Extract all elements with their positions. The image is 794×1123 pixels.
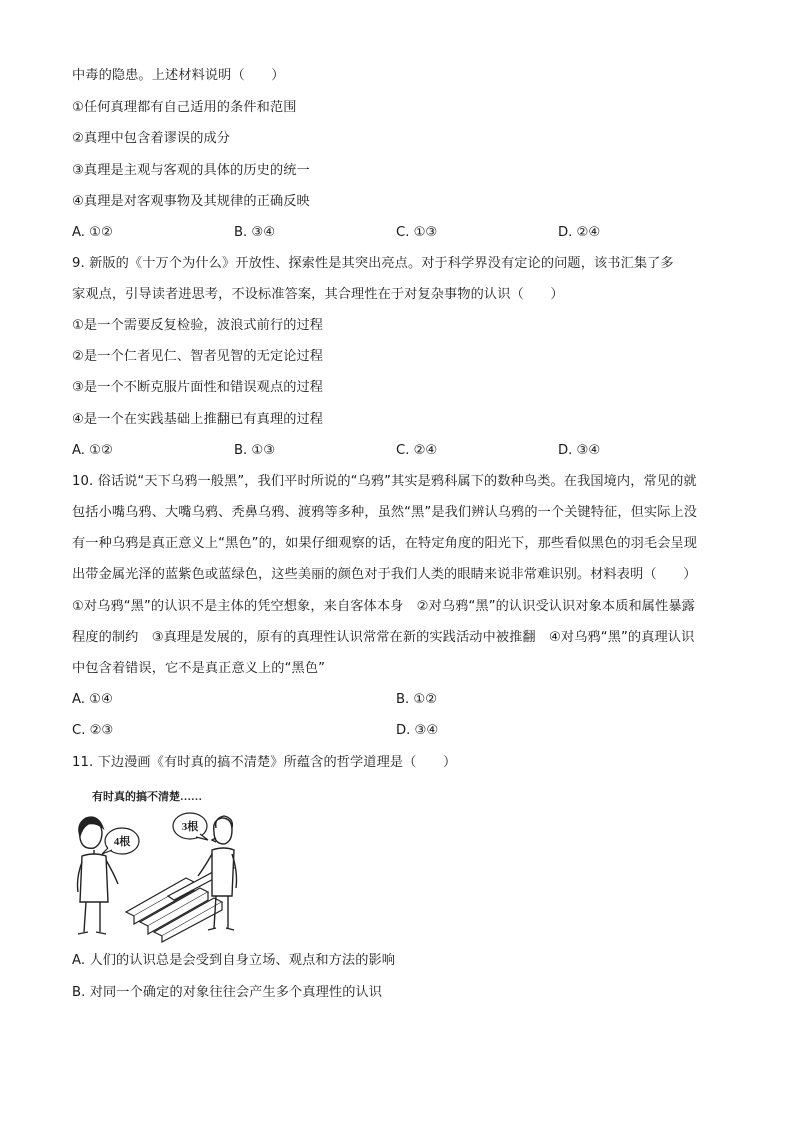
q11-cartoon	[66, 784, 326, 944]
q8-stem-tail: 中毒的隐患。上述材料说明（ ）	[72, 68, 285, 83]
q8-option-b: B. ③④	[234, 225, 276, 240]
q10-option-a: A. ①④	[72, 692, 113, 707]
q10-option-d: D. ③④	[396, 723, 439, 738]
q11-option-a: A. 人们的认识总是会受到自身立场、观点和方法的影响	[72, 953, 396, 968]
q10-stem-line-6: 程度的制约 ③真理是发展的，原有的真理性认识常常在新的实践活动中被推翻 ④对乌鸦“黑”的真理认识	[72, 630, 695, 645]
cartoon-caption: 有时真的搞不清楚……	[92, 791, 202, 803]
q11-stem: 11. 下边漫画《有时真的搞不清楚》所蕴含的哲学道理是（ ）	[72, 755, 457, 770]
q10-stem-line-4: 出带金属光泽的蓝紫色或蓝绿色，这些美丽的颜色对于我们人类的眼睛来说非常难识别。材料表明（ ）	[72, 567, 697, 582]
q9-stem-line-1: 9. 新版的《十万个为什么》开放性、探索性是其突出亮点。对于科学界没有定论的问题，该书汇集了多	[72, 256, 674, 271]
q8-statement-4: ④真理是对客观事物及其规律的正确反映	[72, 194, 310, 209]
q9-stem-line-2: 家观点，引导读者进思考，不设标准答案，其合理性在于对复杂事物的认识（ ）	[72, 287, 564, 302]
q10-stem-line-2: 包括小嘴乌鸦、大嘴乌鸦、秃鼻乌鸦、渡鸦等多种，虽然“黑”是我们辨认乌鸦的一个关键特征，但实际上没	[72, 505, 698, 520]
q9-statement-1: ①是一个需要反复检验，波浪式前行的过程	[72, 318, 324, 333]
q8-statement-3: ③真理是主观与客观的具体的历史的统一	[72, 163, 310, 178]
right-speech-bubble	[173, 813, 208, 840]
q8-option-c: C. ①③	[396, 225, 438, 240]
q10-option-c: C. ②③	[72, 723, 114, 738]
q10-option-b: B. ①②	[396, 692, 438, 707]
q9-option-b: B. ①③	[234, 443, 276, 458]
q11-option-b: B. 对同一个确定的对象往往会产生多个真理性的认识	[72, 985, 383, 1000]
q9-option-d: D. ③④	[558, 443, 601, 458]
cartoon-illustration	[66, 784, 326, 944]
q9-statement-3: ③是一个不断克服片面性和错误观点的过程	[72, 380, 324, 395]
q10-stem-line-1: 10. 俗话说“天下乌鸦一般黑”，我们平时所说的“乌鸦”其实是鸦科属下的数种鸟类。在我国境内，常见的就	[72, 474, 697, 489]
q10-stem-line-3: 有一种乌鸦是真正意义上“黑色”的，如果仔细观察的话，在特定角度的阳光下，那些看似黑色的羽毛会呈现	[72, 536, 698, 551]
q10-stem-line-7: 中包含着错误，它不是真正意义上的“黑色”	[72, 661, 326, 676]
left-speech-bubble	[102, 828, 139, 854]
q8-option-a: A. ①②	[72, 225, 113, 240]
right-bubble-text: 3根	[181, 821, 199, 833]
q9-statement-4: ④是一个在实践基础上推翻已有真理的过程	[72, 412, 324, 427]
left-bubble-text: 4根	[113, 836, 131, 848]
q9-option-c: C. ②④	[396, 443, 438, 458]
q9-statement-2: ②是一个仁者见仁、智者见智的无定论过程	[72, 349, 324, 364]
q10-stem-line-5: ①对乌鸦“黑”的认识不是主体的凭空想象，来自客体本身 ②对乌鸦“黑”的认识受认识对象本质和属性暴露	[72, 599, 695, 614]
q8-statement-1: ①任何真理都有自己适用的条件和范围	[72, 100, 297, 115]
q8-statement-2: ②真理中包含着谬误的成分	[72, 131, 231, 146]
q8-option-d: D. ②④	[558, 225, 601, 240]
q9-option-a: A. ①②	[72, 443, 113, 458]
